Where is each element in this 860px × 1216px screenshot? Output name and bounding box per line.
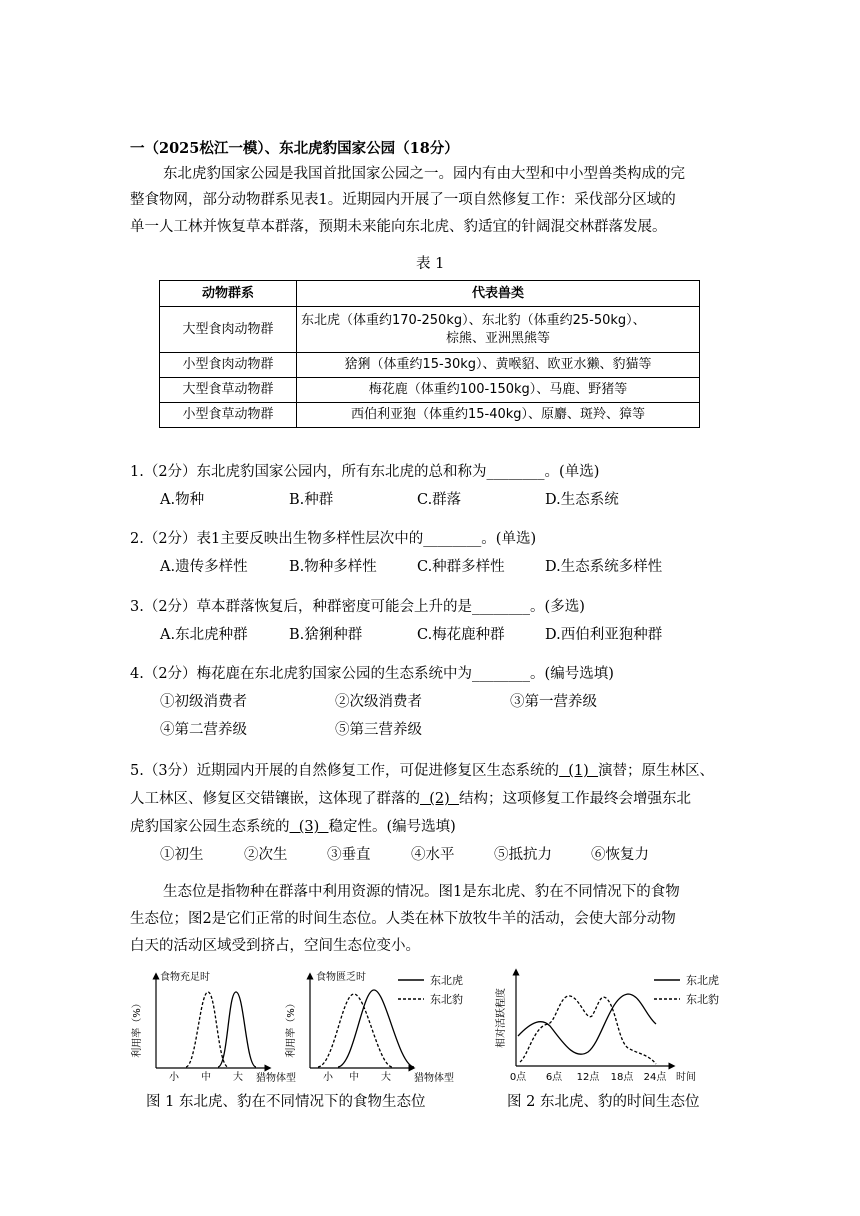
intro-line-1: 东北虎豹国家公园是我国首批国家公园之一。园内有由大型和中小型兽类构成的完 — [163, 166, 685, 182]
question-4-stem: 4.（2分）梅花鹿在东北虎豹国家公园的生态系统中为________。(编号选填) — [130, 666, 614, 682]
question-4-option-3: ③第一营养级 — [510, 694, 597, 710]
fig2-xtick-24: 24点 — [643, 1072, 667, 1083]
fig2-legend-tiger: 东北虎 — [686, 974, 719, 987]
table-row — [160, 378, 700, 403]
question-4-option-1: ①初级消费者 — [160, 694, 247, 710]
question-5-option-5: ⑤抵抗力 — [494, 847, 552, 863]
panel-a-xlabel: 猎物体型 — [256, 1073, 296, 1084]
figure-1-caption: 图 1 东北虎、豹在不同情况下的食物生态位 — [146, 1094, 426, 1110]
fig2-xtick-0: 0点 — [509, 1072, 527, 1083]
question-5-option-4: ④水平 — [411, 847, 455, 863]
question-2-option-a: A.遗传多样性 — [160, 559, 248, 575]
animal-groups-table — [159, 280, 700, 428]
table-cell-animals-line: 棕熊、亚洲黑熊等 — [445, 330, 550, 346]
table-cell-animals-line: 东北虎（体重约170-250kg）、东北豹（体重约25-50kg）、 — [301, 312, 646, 328]
question-5-line-1 — [130, 759, 714, 780]
fig2-xtick-6: 6点 — [545, 1072, 563, 1083]
figure-1-panel-b — [284, 970, 463, 1084]
section-title: 一（2025松江一模）、东北虎豹国家公园（18分） — [130, 140, 459, 157]
table-cell-animals: 猞猁（体重约15-30kg）、黄喉貂、欧亚水獭、豹猫等 — [297, 353, 700, 378]
fig2-legend-leopard: 东北豹 — [686, 993, 719, 1006]
question-1-option-a: A.物种 — [160, 492, 205, 508]
question-3-option-b: B.猞猁种群 — [289, 627, 363, 643]
panel-b-xtick-large: 大 — [381, 1072, 391, 1083]
panel-a-xtick-small: 小 — [169, 1072, 179, 1083]
table-cell-group: 小型食肉动物群 — [160, 353, 297, 378]
intro-line-3: 单一人工林并恢复草本群落，预期未来能向东北虎、豹适宜的针阔混交林群落发展。 — [130, 219, 667, 235]
table-row — [160, 307, 700, 353]
intro-line-2: 整食物网，部分动物群系见表1。近期园内开展了一项自然修复工作：采伐部分区域的 — [130, 192, 676, 208]
figure-2-caption: 图 2 东北虎、豹的时间生态位 — [507, 1094, 700, 1110]
fig2-xtick-18: 18点 — [610, 1072, 634, 1083]
fig2-ylabel: 相对活跃程度 — [496, 988, 507, 1048]
panel-a-ylabel: 利用率（%） — [132, 998, 143, 1058]
table-cell-group: 大型食草动物群 — [160, 378, 297, 403]
table-cell-animals — [297, 307, 700, 353]
panel-b-title: 食物匮乏时 — [316, 972, 366, 983]
niche-line-1: 生态位是指物种在群落中利用资源的情况。图1是东北虎、豹在不同情况下的食物 — [163, 884, 680, 900]
question-1-option-c: C.群落 — [417, 492, 462, 508]
question-3-option-c: C.梅花鹿种群 — [417, 627, 505, 643]
question-5-line-2 — [130, 787, 691, 808]
fig2-leopard-curve — [520, 996, 656, 1064]
table-header-row — [160, 281, 700, 307]
question-2-option-c: C.种群多样性 — [417, 559, 505, 575]
fig2-tiger-curve — [518, 994, 656, 1054]
fig1-legend-leopard: 东北豹 — [430, 993, 463, 1006]
figure-1-panel-a — [130, 970, 296, 1084]
question-1-stem: 1.（2分）东北虎豹国家公园内，所有东北虎的总和称为________。(单选) — [130, 464, 600, 480]
question-5-blank-3: (3) — [289, 819, 329, 835]
table-caption: 表 1 — [416, 256, 445, 272]
panel-b-xtick-mid: 中 — [349, 1072, 359, 1083]
niche-line-2: 生态位；图2是它们正常的时间生态位。人类在林下放牧牛羊的活动，会使大部分动物 — [130, 911, 676, 927]
fig2-xlabel: 时间 — [676, 1072, 696, 1083]
panel-a-leopard-curve — [186, 992, 228, 1067]
figure-1-food-niche — [128, 968, 468, 1086]
question-5-text: 人工林区、修复区交错镶嵌，这体现了群落的 — [130, 791, 420, 807]
table-header-animals: 代表兽类 — [297, 281, 700, 307]
panel-b-leopard-curve — [318, 994, 392, 1067]
question-5-text: 5.（3分）近期园内开展的自然修复工作，可促进修复区生态系统的 — [130, 763, 560, 779]
panel-a-xtick-large: 大 — [233, 1072, 243, 1083]
table-cell-group: 大型食肉动物群 — [160, 307, 297, 353]
question-2-stem: 2.（2分）表1主要反映出生物多样性层次中的________。(单选) — [130, 531, 537, 547]
fig2-xtick-12: 12点 — [576, 1072, 600, 1083]
question-5-blank-1: (1) — [559, 763, 599, 779]
panel-b-xtick-small: 小 — [323, 1072, 333, 1083]
question-1-option-b: B.种群 — [289, 492, 334, 508]
panel-a-tiger-curve — [218, 992, 256, 1067]
question-4-option-2: ②次级消费者 — [335, 694, 422, 710]
table-cell-animals: 梅花鹿（体重约100-150kg）、马鹿、野猪等 — [297, 378, 700, 403]
question-5-text: 演替；原生林区、 — [598, 763, 715, 779]
panel-b-xlabel: 猎物体型 — [414, 1073, 454, 1084]
table-row — [160, 353, 700, 378]
question-5-option-3: ③垂直 — [327, 847, 371, 863]
question-5-text: 虎豹国家公园生态系统的 — [130, 819, 290, 835]
panel-a-title: 食物充足时 — [160, 972, 210, 983]
question-5-option-1: ①初生 — [160, 847, 204, 863]
question-5-text: 结构；这项修复工作最终会增强东北 — [458, 791, 691, 807]
question-3-option-a: A.东北虎种群 — [160, 627, 248, 643]
table-row — [160, 403, 700, 428]
question-5-option-6: ⑥恢复力 — [591, 847, 649, 863]
question-4-option-5: ⑤第三营养级 — [335, 722, 422, 738]
question-1-option-d: D.生态系统 — [545, 492, 619, 508]
fig1-legend-tiger: 东北虎 — [430, 974, 463, 987]
question-2-option-d: D.生态系统多样性 — [545, 559, 663, 575]
panel-b-tiger-curve — [338, 990, 414, 1067]
table-cell-group: 小型食草动物群 — [160, 403, 297, 428]
question-5-blank-2: (2) — [420, 791, 459, 807]
niche-line-3: 白天的活动区域受到挤占，空间生态位变小。 — [130, 938, 420, 954]
question-3-option-d: D.西伯利亚狍种群 — [545, 627, 663, 643]
question-3-stem: 3.（2分）草本群落恢复后，种群密度可能会上升的是________。(多选) — [130, 599, 585, 615]
panel-b-ylabel: 利用率（%） — [286, 998, 297, 1058]
question-5-text: 稳定性。(编号选填) — [328, 819, 456, 835]
figure-2-time-niche — [492, 966, 742, 1088]
panel-a-xtick-mid: 中 — [201, 1072, 211, 1083]
table-header-group: 动物群系 — [160, 281, 297, 307]
table-cell-animals: 西伯利亚狍（体重约15-40kg）、原麝、斑羚、獐等 — [297, 403, 700, 428]
question-5-option-2: ②次生 — [244, 847, 288, 863]
question-4-option-4: ④第二营养级 — [160, 722, 247, 738]
question-5-line-3 — [130, 815, 456, 836]
question-2-option-b: B.物种多样性 — [289, 559, 377, 575]
